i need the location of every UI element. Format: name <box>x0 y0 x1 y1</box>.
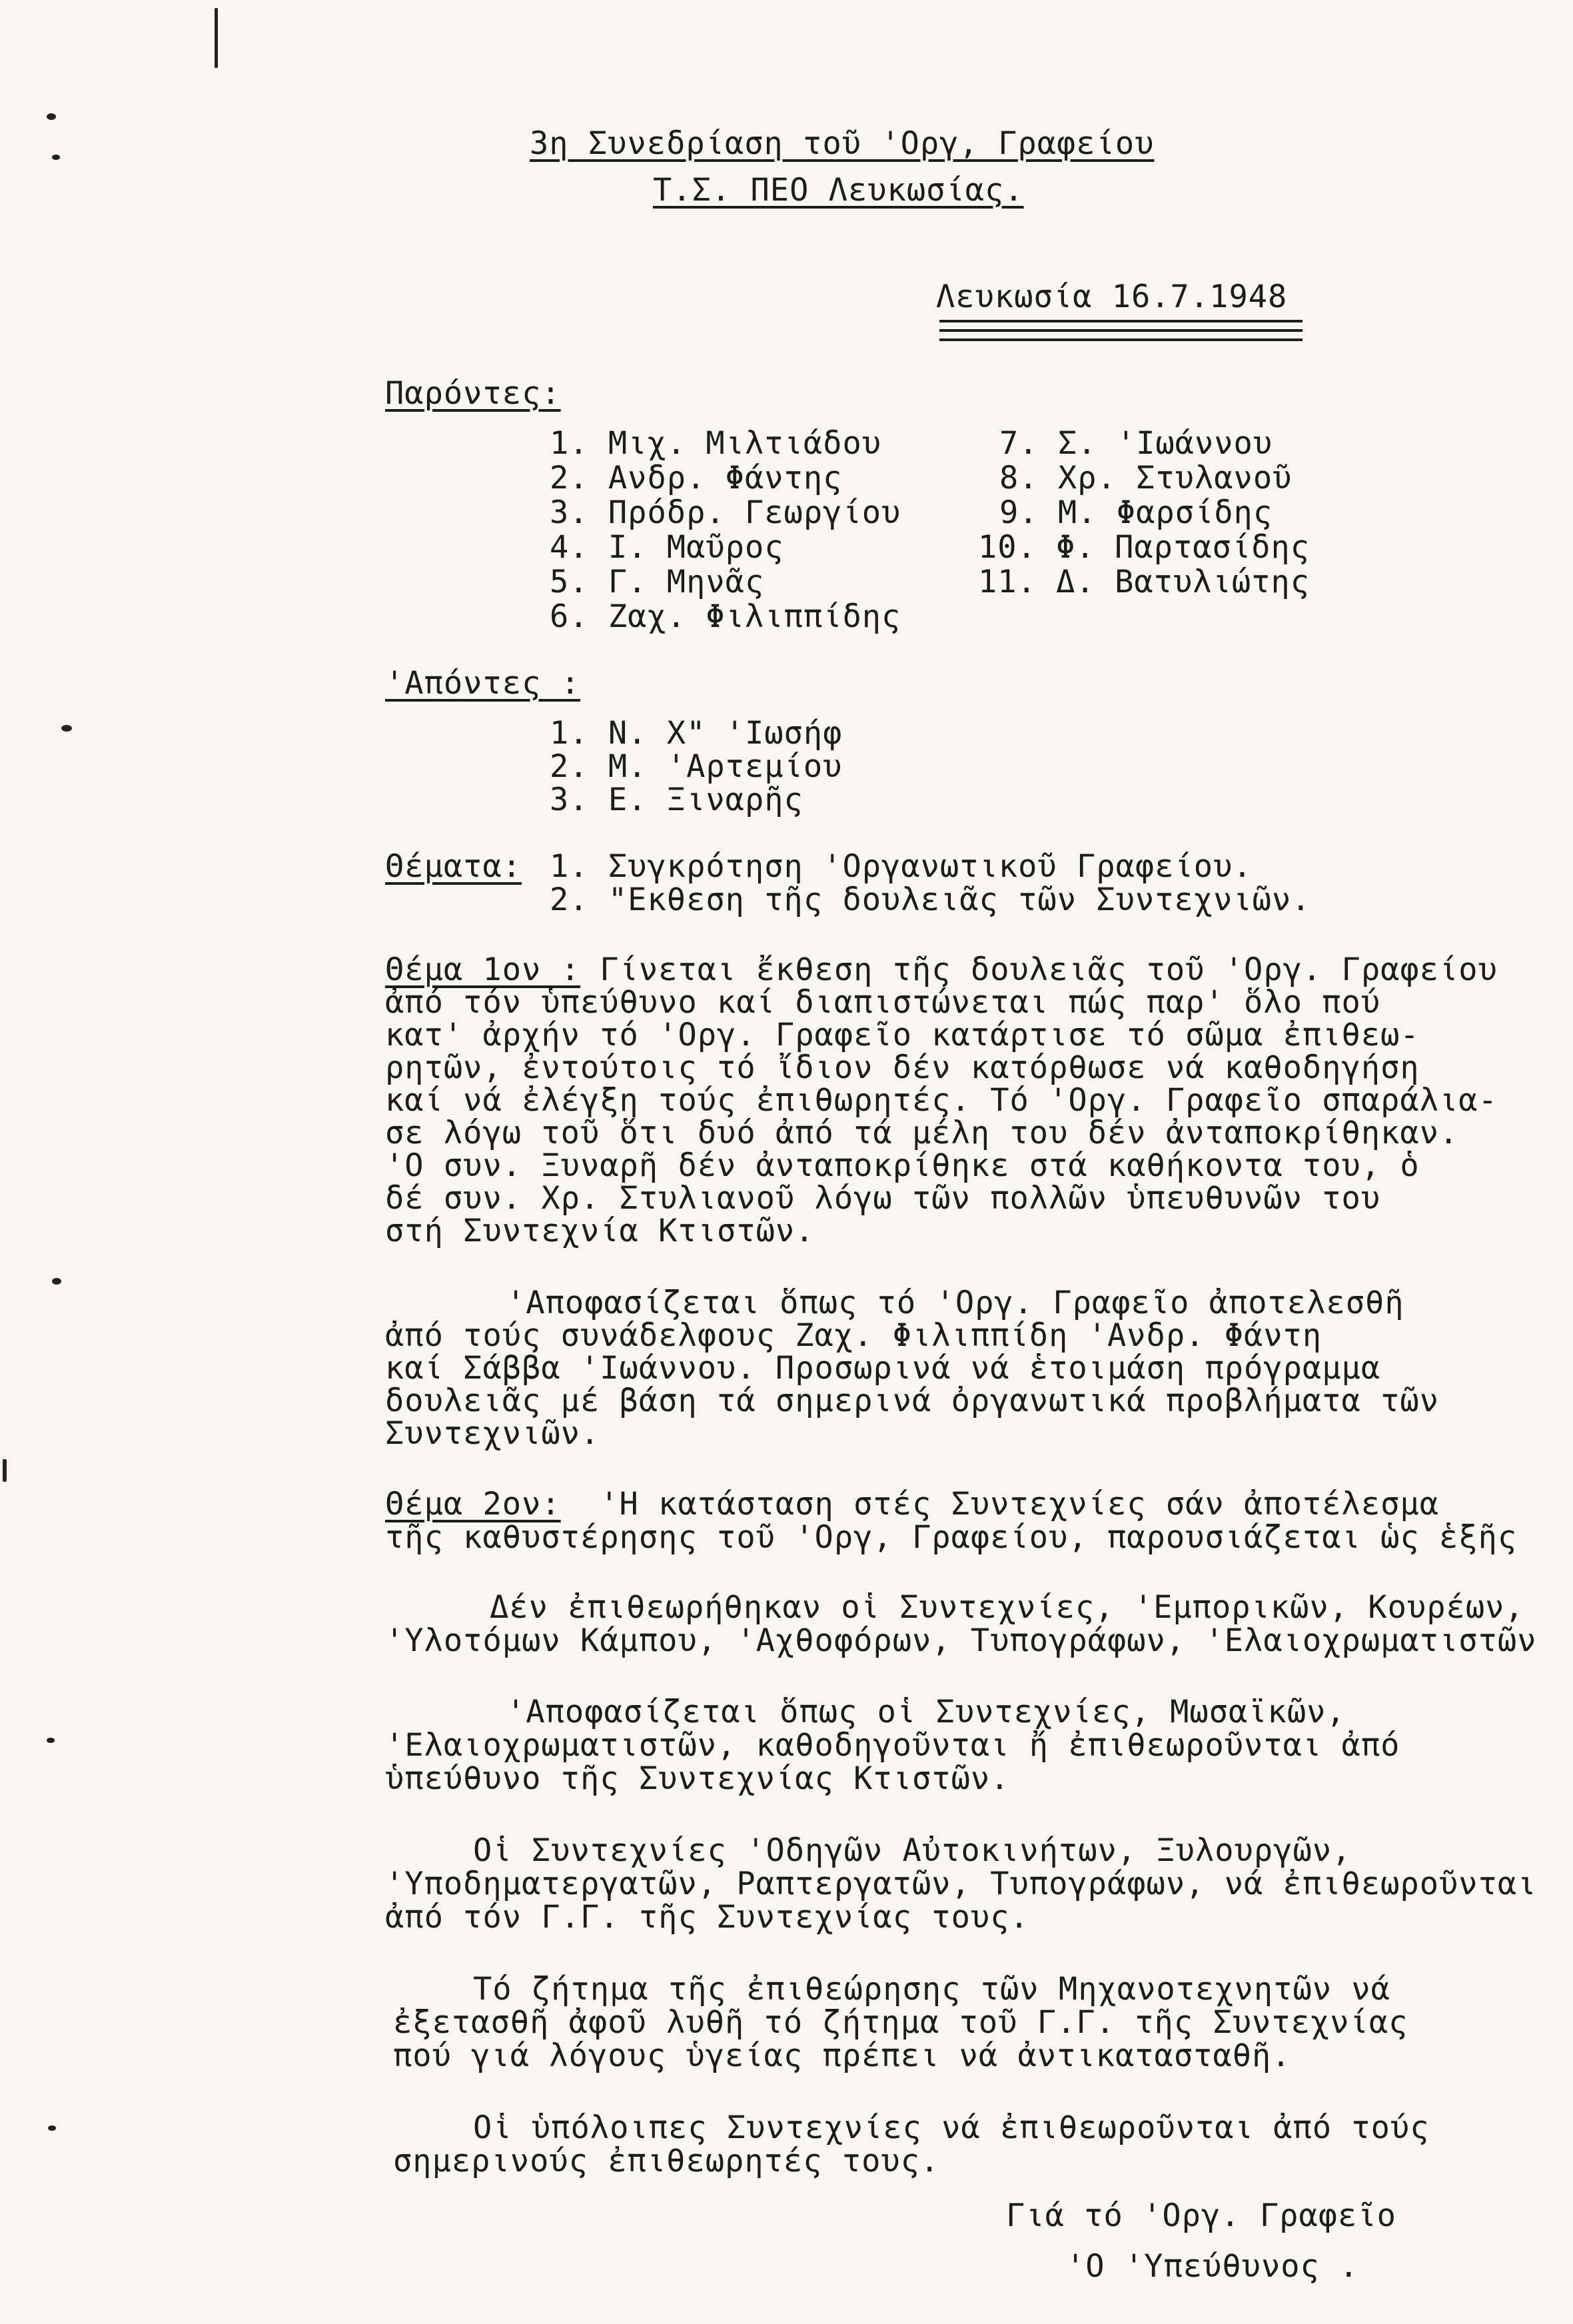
scan-speck <box>52 155 60 160</box>
document-title: 3η Συνεδρίαση τοῦ 'Οργ, Γραφείου <box>530 125 1155 162</box>
topics-label: Θέματα: <box>385 848 522 885</box>
topic1-decision-line: δουλειᾶς μέ βάση τά σημερινά ὀργανωτικά προβλήματα τῶν <box>385 1383 1440 1419</box>
present-member: 10. Φ. Παρτασίδης <box>978 529 1311 566</box>
topic1-decision-line: Συντεχνιῶν. <box>385 1415 600 1452</box>
topic1-decision-line: καί Σάββα 'Ιωάννου. Προσωρινά νά ἑτοιμάση πρόγραμμα <box>385 1350 1381 1387</box>
topic2-first-line-text: 'Η κατάσταση στές Συντεχνίες σάν ἀποτέλεσμα <box>560 1486 1440 1522</box>
date-line: Λευκωσία 16.7.1948 <box>936 279 1288 315</box>
signature-role: 'Ο 'Υπεύθυνος . <box>1066 2248 1359 2285</box>
topic2-para2-line: 'Αποφασίζεται ὅπως οἱ Συντεχνίες, Μωσαϊκῶν, <box>506 1694 1346 1730</box>
present-member: 11. Δ. Βατυλιώτης <box>978 564 1311 600</box>
date-double-underline <box>939 329 1303 332</box>
topic1-decision-line: ἀπό τούς συνάδελφους Ζαχ. Φιλιππίδη 'Ανδρ. Φάντη <box>385 1317 1322 1354</box>
topic2-para2-line: 'Ελαιοχρωματιστῶν, καθοδηγοῦνται ἤ ἐπιθεωροῦνται ἀπό <box>385 1727 1400 1764</box>
present-member: 5. Γ. Μηνᾶς <box>550 564 765 600</box>
signature-office: Γιά τό 'Οργ. Γραφεῖο <box>1006 2197 1396 2234</box>
topic2-para1-line: 'Υλοτόμων Κάμπου, 'Αχθοφόρων, Τυπογράφων, 'Ελαιοχρωματιστῶν <box>385 1622 1537 1659</box>
present-member: 1. Μιχ. Μιλτιάδου <box>550 425 882 462</box>
topic1-line: καί νά ἐλέγξη τούς ἐπιθωρητές. Τό 'Οργ. Γραφεῖο σπαράλια- <box>385 1082 1498 1119</box>
topic1-line: δέ συν. Χρ. Στυλιανοῦ λόγω τῶν πολλῶν ὑπευθυνῶν του <box>385 1180 1381 1217</box>
topic2-para3-line: 'Υποδηματεργατῶν, Ραπτεργατῶν, Τυπογράφων, νά ἐπιθεωροῦνται <box>385 1866 1537 1902</box>
scan-speck <box>215 8 218 68</box>
scan-speck <box>47 113 56 120</box>
topic1-line: σε λόγω τοῦ ὅτι δυό ἀπό τά μέλη του δέν ἀνταποκρίθηκαν. <box>385 1115 1459 1151</box>
present-member: 7. Σ. 'Ιωάννου <box>999 425 1273 462</box>
topic2-para3-line: ἀπό τόν Γ.Γ. τῆς Συντεχνίας τους. <box>385 1899 1029 1936</box>
topic2-para3-line: Οἱ Συντεχνίες 'Οδηγῶν Αὐτοκινήτων, Ξυλουργῶν, <box>473 1832 1352 1869</box>
topic1-decision-line: 'Αποφασίζεται ὅπως τό 'Οργ. Γραφεῖο ἀποτελεσθῆ <box>506 1285 1404 1321</box>
topic2-para4-line: ἐξετασθῆ ἀφοῦ λυθῆ τό ζήτημα τοῦ Γ.Γ. τῆς Συντεχνίας <box>393 2004 1408 2041</box>
topic1-label: Θέμα 1ον : <box>385 951 580 988</box>
date-double-underline <box>939 320 1303 322</box>
topic1-line: ρητῶν, ἐντούτοις τό ἴδιον δέν κατόρθωσε νά καθοδηγήση <box>385 1049 1420 1086</box>
present-member: 6. Ζαχ. Φιλιππίδης <box>550 598 901 635</box>
topic2-line: τῆς καθυστέρησης τοῦ 'Οργ, Γραφείου, παρουσιάζεται ὡς ἑξῆς <box>385 1519 1518 1556</box>
topic2-para4-line: Τό ζήτημα τῆς ἐπιθεώρησης τῶν Μηχανοτεχνητῶν νά <box>473 1971 1390 2008</box>
topic2-para4-line: πού γιά λόγους ὑγείας πρέπει νά ἀντικατασταθῆ. <box>393 2037 1291 2074</box>
topic-item: 1. Συγκρότηση 'Οργανωτικοῦ Γραφείου. <box>550 848 1253 885</box>
absent-heading: 'Απόντες : <box>385 665 580 702</box>
scan-speck <box>52 1278 61 1285</box>
topic2-para5-line: σημερινούς ἐπιθεωρητές τους. <box>393 2143 940 2179</box>
topic-item: 2. "Εκθεση τῆς δουλειᾶς τῶν Συντεχνιῶν. <box>550 881 1311 918</box>
scan-speck <box>47 1738 55 1743</box>
topic1-first-line-text: Γίνεται ἔκθεση τῆς δουλειᾶς τοῦ 'Οργ. Γραφείου <box>580 951 1498 988</box>
topic1-line: ἀπό τόν ὑπεύθυνο καί διαπιστώνεται πώς παρ' ὅλο πού <box>385 984 1381 1021</box>
absent-member: 1. Ν. Χ" 'Ιωσήφ <box>550 715 843 752</box>
present-member: 8. Χρ. Στυλανοῦ <box>999 460 1293 496</box>
absent-member: 2. Μ. 'Αρτεμίου <box>550 748 843 785</box>
scan-speck <box>3 1459 7 1482</box>
topic1-line: στή Συντεχνία Κτιστῶν. <box>385 1213 815 1249</box>
present-heading: Παρόντες: <box>385 375 561 412</box>
present-member: 3. Πρόδρ. Γεωργίου <box>550 494 901 531</box>
date-double-underline <box>939 338 1303 341</box>
present-member: 2. Ανδρ. Φάντης <box>550 460 843 496</box>
topic1-line: κατ' ἀρχήν τό 'Οργ. Γραφεῖο κατάρτισε τό σῶμα ἐπιθεω- <box>385 1017 1420 1053</box>
scan-speck <box>48 2125 56 2131</box>
topic1-first-line <box>385 951 1498 989</box>
present-member: 9. Μ. Φαρσίδης <box>999 494 1273 531</box>
topic2-first-line <box>385 1486 1439 1523</box>
absent-member: 3. Ε. Ξιναρῆς <box>550 782 803 818</box>
topic1-line: 'Ο συν. Ξυναρῆ δέν ἀνταποκρίθηκε στά καθήκοντα του, ὁ <box>385 1147 1420 1184</box>
topic2-para1-line: Δέν ἐπιθεωρήθηκαν οἱ Συντεχνίες, 'Εμπορικῶν, Κουρέων, <box>490 1589 1524 1626</box>
document-subtitle: Τ.Σ. ΠΕΟ Λευκωσίας. <box>653 172 1024 209</box>
topic2-para5-line: Οἱ ὑπόλοιπες Συντεχνίες νά ἐπιθεωροῦνται ἀπό τούς <box>473 2109 1430 2146</box>
scan-speck <box>61 725 72 732</box>
present-member: 4. Ι. Μαῦρος <box>550 529 784 566</box>
topic2-para2-line: ὑπεύθυνο τῆς Συντεχνίας Κτιστῶν. <box>385 1760 1010 1797</box>
topic2-label: Θέμα 2ον: <box>385 1486 561 1522</box>
